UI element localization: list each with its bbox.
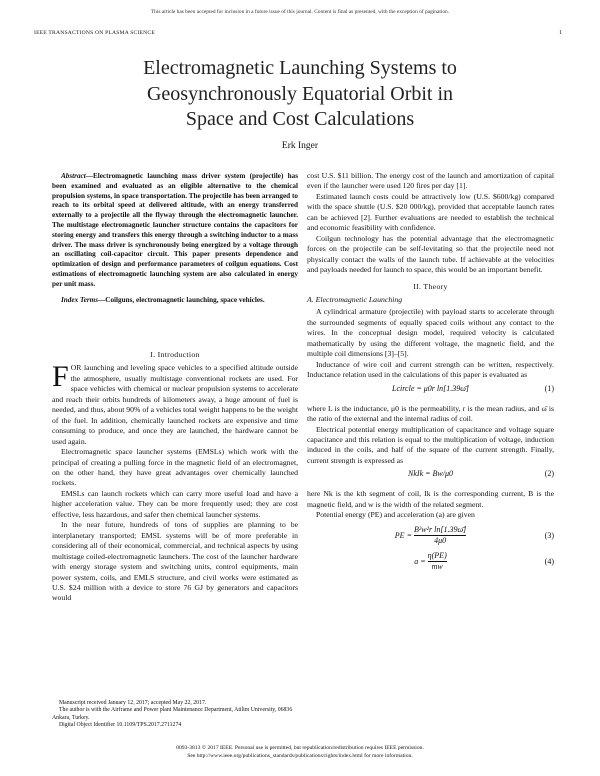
equation-4 bbox=[307, 551, 554, 577]
index-terms-label: Index Terms— bbox=[61, 295, 106, 304]
body-paragraph: Potential energy (PE) and acceleration (a) are given bbox=[316, 510, 475, 520]
equation-lhs: a = bbox=[414, 556, 426, 566]
footnote: Manuscript received January 12, 2017; accepted May 22, 2017. bbox=[59, 700, 207, 706]
title-line: Electromagnetic Launching Systems to bbox=[143, 57, 457, 79]
right-column bbox=[307, 171, 554, 577]
fraction bbox=[414, 525, 466, 547]
body-paragraph: here Nk is the kth segment of coil, Ik is the corresponding current, B is the magnetic field, and w is the width of the related segment. bbox=[307, 489, 554, 509]
title-line: Geosynchronously Equatorial Orbit in bbox=[146, 82, 454, 105]
equation-number: (4) bbox=[544, 556, 554, 566]
fraction bbox=[428, 551, 447, 573]
intro-paragraph: In the near future, hundreds of tons of supplies are planning to be interplanetary transported; EMSL systems will be of more preferable in considering all of their economical, commercial, and technical aspects by using multistage coiled-electromagnetic launchers. The cost of the launcher hardware with energy storage system and switching units, control equipments, main power system, coils, and EMLS structure, and civil works were estimated as U.S. $24 million with a device to store 76 GJ by generators and capacitors would bbox=[52, 520, 298, 603]
title-line: Space and Cost Calculations bbox=[185, 108, 415, 130]
body-paragraph: Coilgun technology has the potential advantage that the electromagnetic forces on the projectile can be self-levitating so that the projectile need not physically contact the walls of the launch tube. If achievable at the velocities and payloads needed for launch to space, this would be an important benefit. bbox=[307, 233, 554, 275]
abstract bbox=[52, 172, 298, 305]
abstract-label: Abstract— bbox=[61, 172, 93, 180]
subsection-heading: A. Electromagnetic Launching bbox=[307, 294, 403, 304]
footnote: Digital Object Identifier 10.1109/TPS.2017.2711274 bbox=[59, 722, 182, 729]
index-terms-text: Coilguns, electromagnetic launching, space vehicles. bbox=[105, 295, 265, 304]
acceptance-notice: This article has been accepted for inclusion in a future issue of this journal. Content is final as presented, with the exception of pagination. bbox=[150, 9, 450, 15]
intro-paragraph: OR launching and leveling space vehicles to a specified altitude outside the atmosphere, usually multistage conventional rockets are used. For space vehicles with chemical or nuclear propulsion systems to accelerate and reach their orbits hundreds of kilometers away, a huge amount of fuel is needed, and thus, about 90% of a vehicles total weight happens to be the weight of the fuel. In addition, chemically launched rockets are expensive and time consuming to produce, and once they are launched, the hardware cannot be used again. bbox=[52, 363, 298, 446]
body-paragraph: cost U.S. $11 billion. The energy cost of the launch and amortization of capital even if the launcher were used 120 fires per day [1]. bbox=[307, 171, 554, 191]
equation-number: (2) bbox=[544, 469, 554, 479]
denominator: mw bbox=[428, 561, 447, 572]
footnotes bbox=[52, 700, 298, 730]
drop-cap: F bbox=[52, 360, 69, 394]
equation-2 bbox=[307, 469, 554, 485]
running-head: IEEE TRANSACTIONS ON PLASMA SCIENCE bbox=[34, 30, 155, 36]
section-heading-theory: II. Theory bbox=[413, 281, 448, 291]
equation-1 bbox=[307, 384, 554, 400]
footer-line: 0093-3813 © 2017 IEEE. Personal use is permitted, but republication/redistribution requires IEEE permission. bbox=[176, 745, 424, 751]
section-heading-introduction: I. Introduction bbox=[150, 350, 200, 359]
body-paragraph: A cylindrical armature (projectile) with payload starts to accelerate through the surrounded segments of equally spaced coils without any contact to the wires. In the conceptual design model, required velocity is calculated mathematically by using the different voltage, the magnetic field, and the multiple coil dimensions [3]–[5]. bbox=[307, 307, 554, 359]
body-paragraph: Electrical potential energy multiplication of capacitance and voltage square capacitance and this relation is equal to the multiplication of voltage, induction induced in the coils, and half of the square of the current strength. Finally, current strength is expressed as bbox=[307, 424, 554, 465]
abstract-text: Electromagnetic launching mass driver system (projectile) has been examined and evaluated as an eligible alternative to the chemical propulsion systems, in space transportation. The projectile has been arranged to reach to its orbital speed at delivered altitude, with an energy transferred externally to a projectile all the flyway through the electromagnetic launcher. The multistage electromagnetic launcher structure contains the capacitors for storing energy and transfers this energy through a switching inductor to a mass driver. The mass driver is synchronously being energized by a voltage through an oscillating coil-capacitor circuit. This paper presents dependence and optimization of design and performance parameters of coilgun equations. Cost estimations of electromagnetic launching system are also calculated in energy per unit mass. bbox=[52, 172, 298, 288]
denominator: 4μ0 bbox=[414, 535, 466, 546]
footnote: The author is with the Airframe and Power plant Maintenance Department, Atilim University, 06836 Ankara, Turkey. bbox=[52, 707, 293, 721]
page-number: 1 bbox=[559, 30, 562, 36]
introduction-section bbox=[52, 350, 298, 604]
equation-number: (3) bbox=[544, 530, 554, 540]
body-paragraph: Estimated launch costs could be attractively low (U.S. $600/kg) compared with the space shuttle (U.S. $20 000/kg), provided that acceptable launch rates can be achieved [2]. Further evaluations are needed to establish the technical and economic feasibility with confidence. bbox=[307, 191, 554, 233]
author: Erk Inger bbox=[281, 141, 319, 151]
equation-text: Lcircle = μ0r ln[1.39ω̄] bbox=[392, 383, 469, 393]
intro-paragraph: Electromagnetic space launcher systems (EMSLs) which work with the principal of creating a pulling force in the magnetic field of an electromagnet, on the other hand, they have great advantages over chemically launched rockets. bbox=[52, 447, 298, 488]
footer-line: See http://www.ieee.org/publications_standards/publications/rights/index.html for more information. bbox=[187, 752, 413, 759]
equation-3 bbox=[307, 523, 554, 549]
equation-lhs: PE = bbox=[394, 530, 412, 540]
numerator: B²w²r ln[1.39ω̄] bbox=[413, 524, 467, 534]
copyright-footer bbox=[0, 745, 600, 760]
intro-paragraph: EMSLs can launch rockets which can carry more useful load and have a higher acceleration value. They can be more frequently used; they are cost effective, less hazardous, and safer then chemical launcher systems. bbox=[52, 488, 298, 519]
body-paragraph: Inductance of wire coil and current strength can be written, respectively. Inductance relation used in the calculations of this paper is evaluated as bbox=[307, 359, 554, 380]
numerator: η(PE) bbox=[427, 550, 447, 560]
equation-number: (1) bbox=[544, 383, 554, 393]
body-paragraph: where L is the inductance, μ0 is the permeability, r is the mean radius, and ω̄ is the ratio of the external and the internal radius of coil. bbox=[307, 403, 554, 424]
equation-text: NkIk = Bw/μ0 bbox=[408, 469, 453, 479]
paper-title bbox=[60, 56, 540, 133]
